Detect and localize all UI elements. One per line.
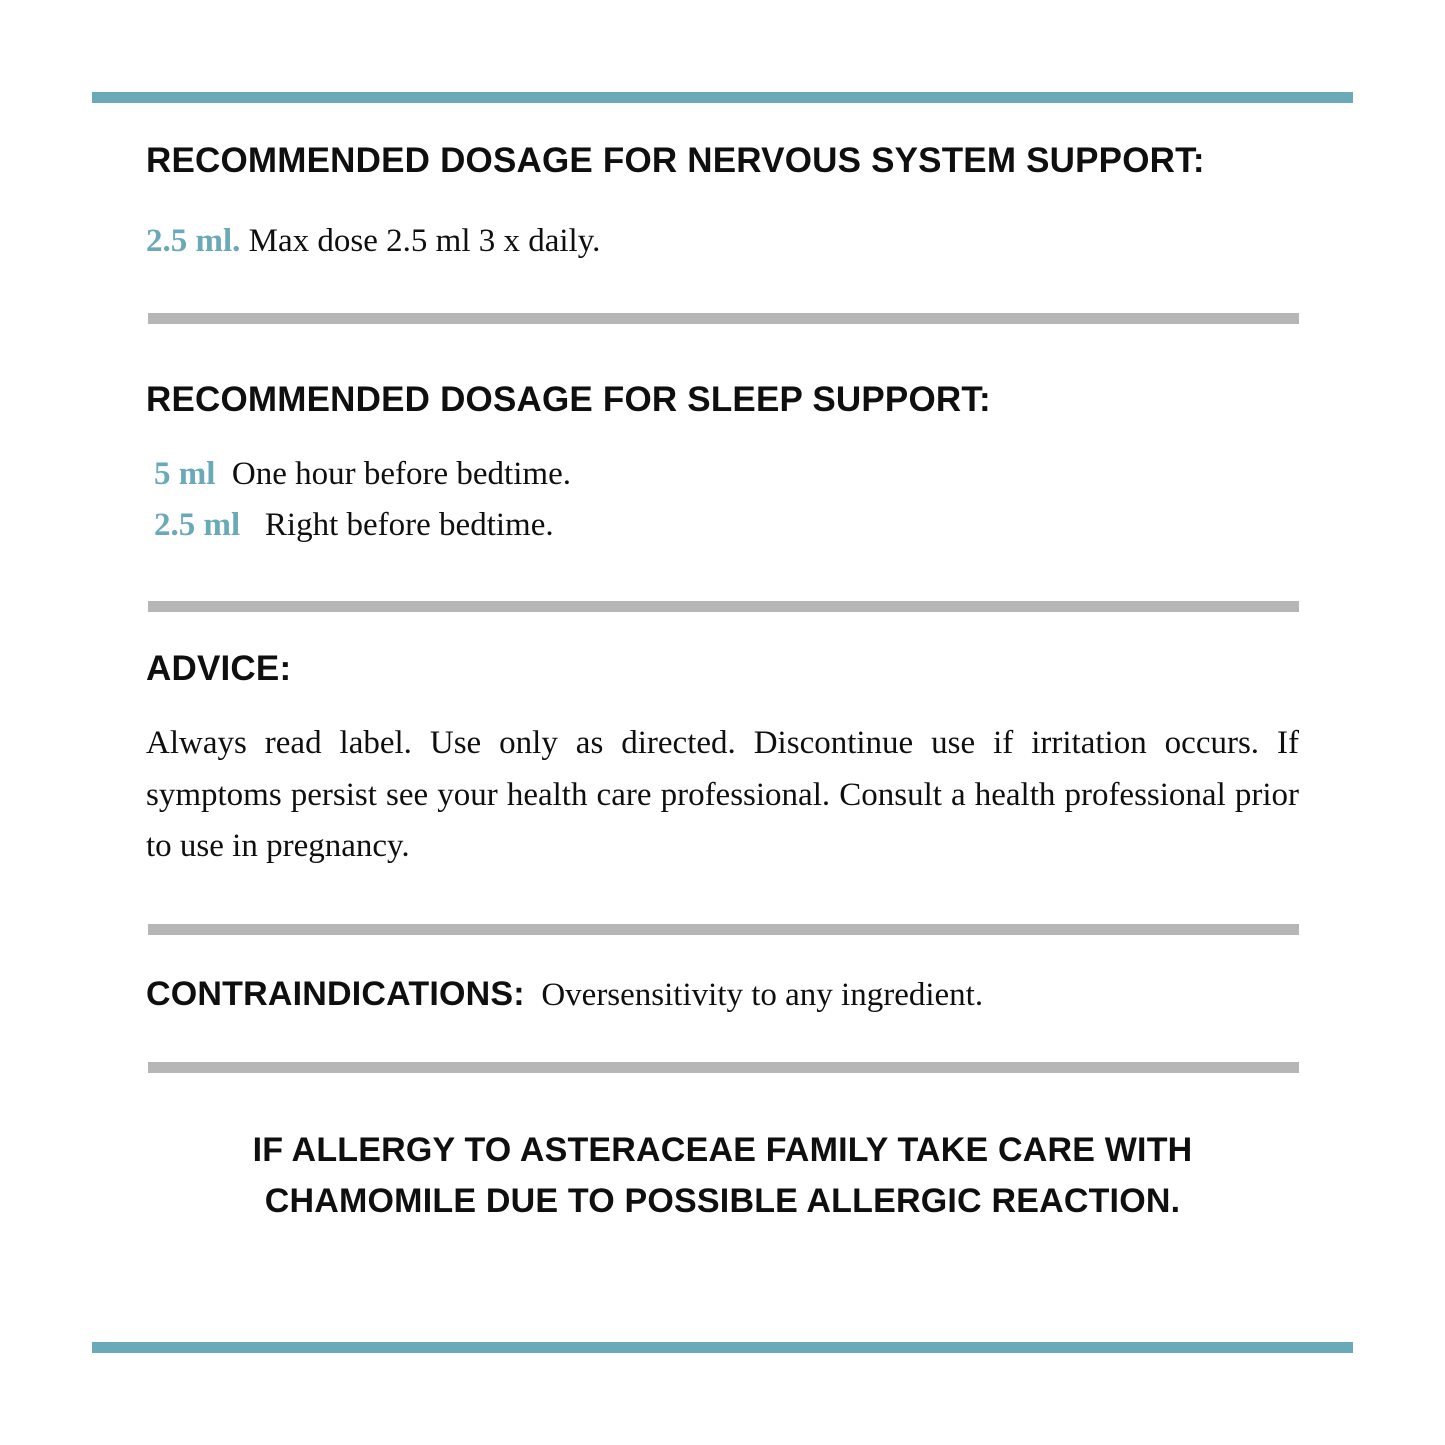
- advice-text: Always read label. Use only as directed. Discontinue use if irritation occurs. If symptoms persist see your health care professional. Consult a health professional prior to use in pregnancy.: [146, 725, 1299, 864]
- separator-1: [148, 313, 1299, 324]
- contraindications-label: CONTRAINDICATIONS:: [146, 974, 525, 1013]
- advice-heading: ADVICE:: [146, 649, 292, 689]
- sleep-dose-text-2: Right before bedtime.: [264, 507, 554, 544]
- sleep-support-dose-list: [146, 449, 1299, 551]
- sleep-dose-amount-2: 2.5 ml: [154, 507, 241, 544]
- separator-2: [148, 601, 1299, 612]
- contraindications-row: [146, 975, 1299, 1014]
- bottom-accent-rule: [92, 1342, 1353, 1353]
- nervous-dose-amount: 2.5 ml.: [146, 223, 241, 259]
- nervous-dose-text: Max dose 2.5 ml 3 x daily.: [248, 223, 601, 259]
- sleep-support-heading: RECOMMENDED DOSAGE FOR SLEEP SUPPORT:: [146, 380, 991, 420]
- sleep-dose-text-1: One hour before bedtime.: [231, 456, 571, 493]
- nervous-system-dose: [146, 216, 1299, 267]
- sleep-dose-line: [154, 449, 1299, 500]
- separator-3: [148, 924, 1299, 935]
- separator-4: [148, 1062, 1299, 1073]
- content-area: [146, 140, 1299, 1227]
- top-accent-rule: [92, 92, 1353, 103]
- nervous-system-heading: RECOMMENDED DOSAGE FOR NERVOUS SYSTEM SUPPORT:: [146, 141, 1205, 180]
- sleep-dose-line: [154, 500, 1299, 551]
- contraindications-text: Oversensitivity to any ingredient.: [541, 976, 984, 1013]
- sleep-dose-amount-1: 5 ml: [154, 456, 216, 493]
- allergy-warning: IF ALLERGY TO ASTERACEAE FAMILY TAKE CARE WITH CHAMOMILE DUE TO POSSIBLE ALLERGIC REACTION.: [252, 1130, 1193, 1220]
